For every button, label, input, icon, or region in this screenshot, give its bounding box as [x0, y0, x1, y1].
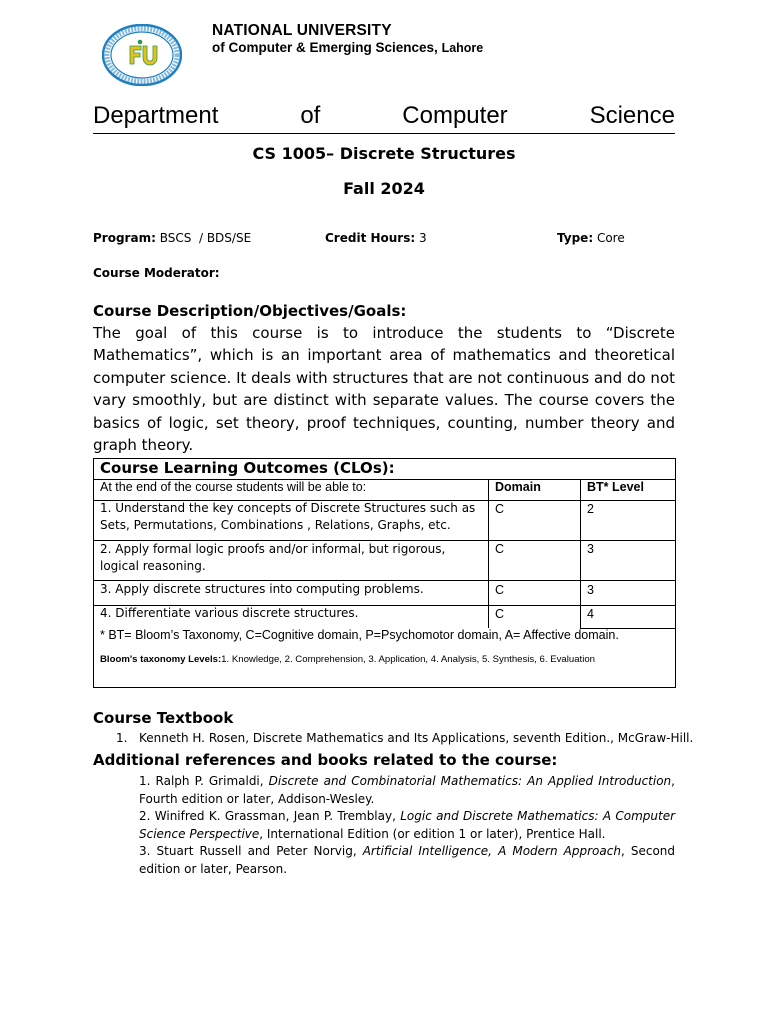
- clo-row-domain: C: [495, 607, 505, 621]
- reference-authors: 2. Winifred K. Grassman, Jean P. Tremblay,: [139, 809, 401, 823]
- reference-details: , International Edition (or edition 1 or later), Prentice Hall.: [259, 826, 606, 841]
- university-city: Lahore: [441, 41, 484, 55]
- reference-authors: 1. Ralph P. Grimaldi,: [139, 774, 269, 788]
- bloom-levels-label: Bloom's taxonomy Levels:: [100, 654, 222, 665]
- clo-rule: [488, 479, 489, 628]
- course-title: CS 1005– Discrete Structures: [252, 144, 516, 163]
- clo-header-bt-level: BT* Level: [587, 480, 644, 494]
- program-label: Program:: [93, 231, 156, 245]
- description-body: The goal of this course is to introduce the students to “Discrete Mathematics”, which is an important area of mathematics and theoretical computer science. It deals with structures that are not continuous and do not vary smoothly, but are distinct with separate values. The course covers the basics of logic, set theory, proof techniques, counting, number theory and graph theory.: [93, 324, 675, 455]
- references-list: [139, 773, 675, 878]
- department-word: of: [300, 102, 321, 129]
- type-info: [557, 231, 625, 245]
- references-heading: Additional references and books related to the course:: [93, 751, 558, 769]
- clo-row-domain: C: [495, 542, 505, 556]
- university-subtitle: [212, 40, 483, 55]
- department-word: Science: [589, 102, 675, 129]
- university-logo: [102, 24, 182, 86]
- reference-item: [139, 808, 675, 843]
- reference-item: [139, 843, 675, 878]
- textbook-item: [116, 731, 693, 745]
- clo-header-outcome: At the end of the course students will be able to:: [100, 480, 367, 494]
- clo-row-outcome: 3. Apply discrete structures into computing problems.: [100, 582, 424, 596]
- textbook-item-text: Kenneth H. Rosen, Discrete Mathematics and Its Applications, seventh Edition., McGraw-Hill.: [139, 731, 694, 745]
- textbook-heading: Course Textbook: [93, 709, 234, 727]
- clo-header-domain: Domain: [495, 480, 541, 494]
- course-moderator-label: Course Moderator:: [93, 266, 220, 280]
- clo-row-level: 3: [587, 583, 594, 597]
- department-word: Department: [93, 102, 219, 129]
- reference-details: , Fourth edition or later, Addison-Wesley.: [139, 774, 675, 806]
- credit-hours-value: 3: [419, 231, 427, 245]
- reference-item: [139, 773, 675, 808]
- clo-row-level: 2: [587, 502, 594, 516]
- bt-footnote: * BT= Bloom’s Taxonomy, C=Cognitive domain, P=Psychomotor domain, A= Affective domain.: [100, 628, 619, 642]
- clo-row-outcome: 2. Apply formal logic proofs and/or informal, but rigorous, logical reasoning.: [100, 542, 446, 573]
- reference-details: , Second edition or later, Pearson.: [139, 844, 676, 876]
- credit-hours-label: Credit Hours:: [325, 231, 416, 245]
- department-heading: [93, 102, 675, 130]
- program-info: [93, 231, 251, 245]
- reference-title: Artificial Intelligence, A Modern Approach: [362, 844, 621, 858]
- textbook-item-number: 1.: [116, 731, 128, 745]
- clo-rule: [580, 479, 581, 628]
- reference-title: Discrete and Combinatorial Mathematics: An Applied Introduction: [268, 774, 672, 788]
- clo-row-domain: C: [495, 502, 505, 516]
- clo-row-level: 3: [587, 542, 594, 556]
- program-value: BSCS / BDS/SE: [159, 231, 252, 245]
- clo-row-domain: C: [495, 583, 505, 597]
- course-term: Fall 2024: [343, 179, 425, 198]
- bloom-levels: [100, 654, 595, 665]
- credit-hours-info: [325, 231, 427, 245]
- department-underline: [93, 133, 675, 134]
- clo-row-outcome: 1. Understand the key concepts of Discrete Structures such as Sets, Permutations, Combinations , Relations, Graphs, etc.: [100, 501, 476, 532]
- type-value: Core: [596, 231, 625, 245]
- description-heading: Course Description/Objectives/Goals:: [93, 302, 407, 320]
- university-name: NATIONAL UNIVERSITY: [212, 22, 392, 39]
- clo-title: Course Learning Outcomes (CLOs):: [100, 459, 395, 477]
- university-sub-text: of Computer & Emerging Sciences,: [212, 40, 438, 55]
- bloom-levels-text: 1. Knowledge, 2. Comprehension, 3. Application, 4. Analysis, 5. Synthesis, 6. Evaluation: [221, 654, 596, 665]
- reference-authors: 3. Stuart Russell and Peter Norvig,: [139, 844, 363, 858]
- department-word: Computer: [402, 102, 508, 129]
- type-label: Type:: [557, 231, 594, 245]
- clo-row-outcome: 4. Differentiate various discrete structures.: [100, 606, 359, 620]
- clo-row-level: 4: [587, 607, 594, 621]
- reference-title: Logic and Discrete Mathematics: A Computer Science Perspective: [139, 809, 676, 841]
